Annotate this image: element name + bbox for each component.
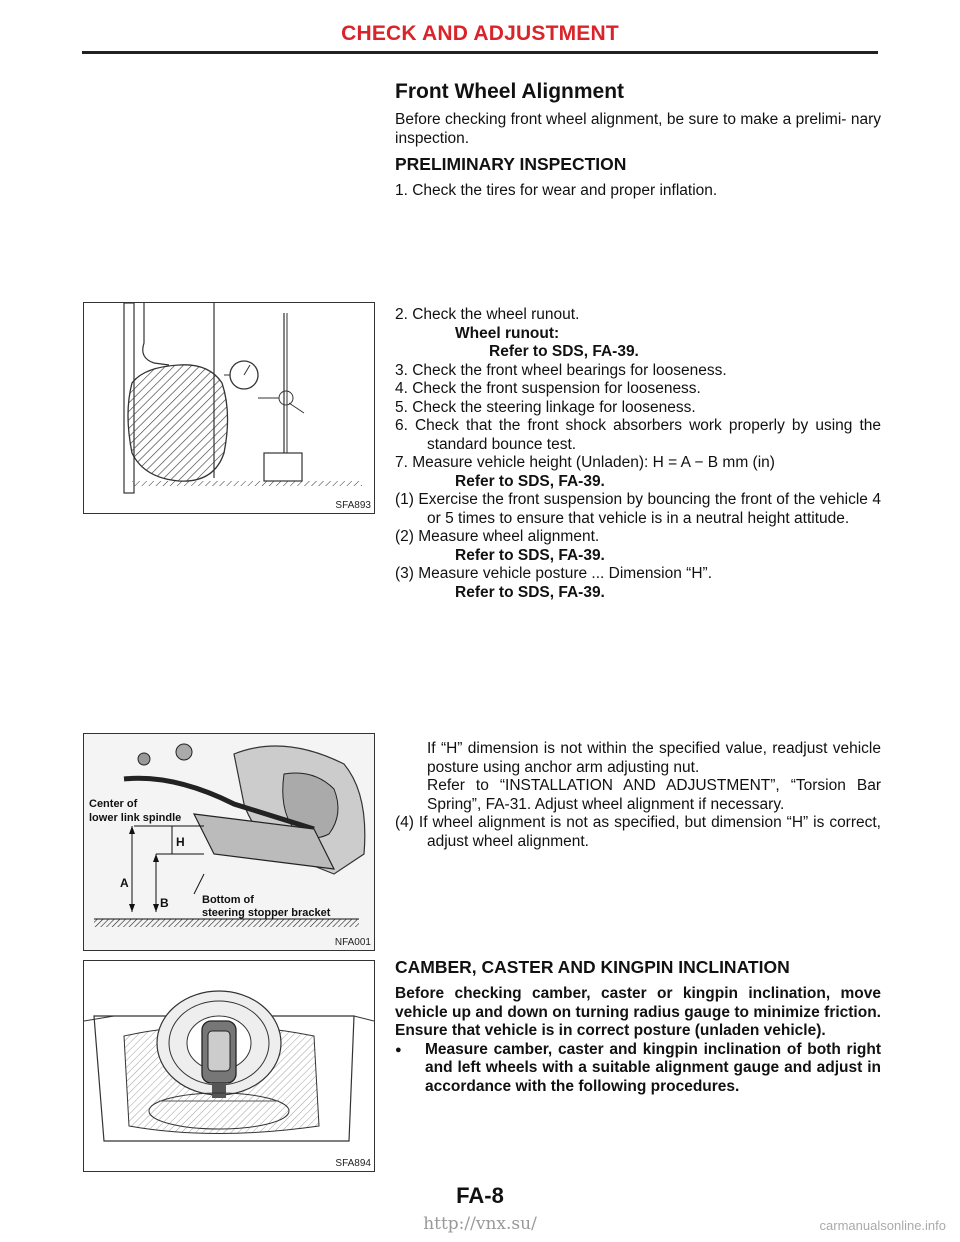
preliminary-inspection-heading: PRELIMINARY INSPECTION [395,154,627,174]
height-adjustment-notes [395,740,881,851]
sub-step-3-ref: Refer to SDS, FA-39. [455,583,605,601]
camber-bullet [395,1041,881,1097]
step-5: 5. Check the steering linkage for looseness. [395,398,696,416]
sub-step-1: (1) Exercise the front suspension by bouncing the front of the vehicle 4 or 5 times to ensure that vehicle is in a neutral height attitude. [395,491,881,527]
header-rule [82,51,878,54]
sub-step-2-ref: Refer to SDS, FA-39. [455,546,605,564]
intro-paragraph: Before checking front wheel alignment, be sure to make a prelimi- nary inspection. [395,111,881,147]
label-center-of: Center of [89,798,138,810]
camber-caster-heading: CAMBER, CASTER AND KINGPIN INCLINATION [395,957,790,977]
sub-step-2: (2) Measure wheel alignment. [395,528,600,545]
page-number: FA-8 [456,1183,504,1208]
note-refer-installation: Refer to “INSTALLATION AND ADJUSTMENT”, “Torsion Bar Spring”, FA-31. Adjust wheel alignment if necessary. [427,777,881,813]
step-6: 6. Check that the front shock absorbers work properly by using the standard bounce test. [395,417,881,453]
step-4: 4. Check the front suspension for looseness. [395,380,701,397]
note-h-dimension: If “H” dimension is not within the specified value, readjust vehicle posture using anchor arm adjusting nut. [427,740,881,776]
label-steering-stopper-bracket: steering stopper bracket [202,907,331,919]
sub-step-3: (3) Measure vehicle posture ... Dimension “H”. [395,565,713,582]
step-7-ref: Refer to SDS, FA-39. [455,472,605,490]
bullet-icon: ● [395,1043,402,1056]
label-h: H [176,835,185,849]
label-a: A [120,876,129,890]
sub-step-4: (4) If wheel alignment is not as specified, but dimension “H” is correct, adjust wheel alignment. [395,814,881,850]
label-lower-link-spindle: lower link spindle [89,812,182,824]
figure-vehicle-height [83,733,375,951]
step-2: 2. Check the wheel runout. [395,306,580,323]
label-b: B [160,896,169,910]
vehicle-height-illustration [84,734,374,950]
watermark: carmanualsonline.info [819,1218,946,1233]
section-title: Front Wheel Alignment [395,80,625,103]
inspection-steps [395,306,881,602]
figure-code: SFA893 [335,500,371,511]
figure-wheel-runout [83,302,375,514]
camber-intro: Before checking camber, caster or kingpin inclination, move vehicle up and down on turning radius gauge to minimize friction. Ensure that vehicle is in correct posture (unladen vehicle). [395,985,881,1039]
wheel-runout-label: Wheel runout: [455,324,560,342]
page-header: CHECK AND ADJUSTMENT [341,22,619,45]
figure-turning-radius-gauge [83,960,375,1172]
section-camber-caster [395,957,881,1096]
label-bottom-of: Bottom of [202,894,254,906]
figure-code: SFA894 [335,1158,371,1169]
wheel-runout-ref: Refer to SDS, FA-39. [489,343,639,360]
wheel-runout-illustration [84,303,374,513]
turning-radius-gauge-illustration [84,961,374,1171]
figure-code: NFA001 [334,937,371,948]
step-1: 1. Check the tires for wear and proper inflation. [395,182,718,199]
source-url[interactable]: http://vnx.su/ [423,1214,537,1234]
section-front-wheel-alignment [395,80,881,201]
step-3: 3. Check the front wheel bearings for looseness. [395,361,727,379]
step-7: 7. Measure vehicle height (Unladen): H = A − B mm (in) [395,454,775,471]
camber-bullet-text: Measure camber, caster and kingpin inclination of both right and left wheels with a suitable alignment gauge and adjust in accordance with the following procedures. [425,1040,881,1095]
